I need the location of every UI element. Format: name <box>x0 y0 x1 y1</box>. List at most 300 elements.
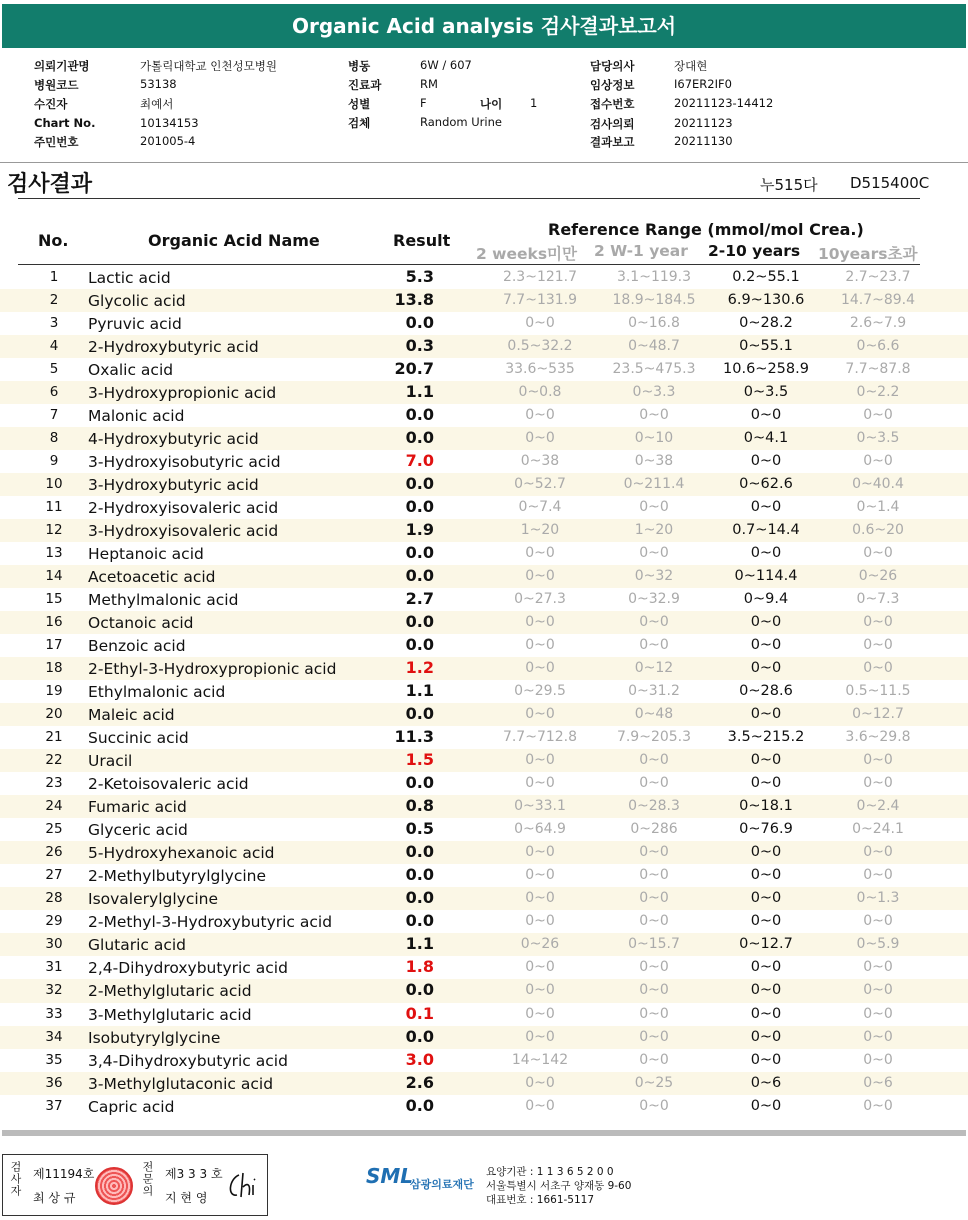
range-2w-1y: 0~0 <box>639 637 669 654</box>
range-10y-plus: 0~0 <box>863 660 893 677</box>
examiner-name: 최 상 규 <box>33 1191 76 1205</box>
info-label: 결과보고 <box>590 135 635 149</box>
range-10y-plus: 0~0 <box>863 453 893 470</box>
range-2w-1y: 0~0 <box>639 1005 669 1022</box>
range-2w-1y: 0~0 <box>639 545 669 562</box>
range-2weeks: 0~0.8 <box>518 384 562 401</box>
info-label: Chart No. <box>34 116 96 130</box>
result-value: 0.0 <box>405 911 434 931</box>
table-row <box>0 565 968 588</box>
divider <box>2 1130 966 1136</box>
range-2w-1y: 0~0 <box>639 844 669 861</box>
range-2weeks: 2.3~121.7 <box>502 269 578 285</box>
table-row <box>0 358 968 381</box>
report-title: Organic Acid analysis 검사결과보고서 <box>2 4 966 48</box>
range-10y-plus: 0~24.1 <box>852 821 904 838</box>
row-number: 21 <box>45 729 63 746</box>
table-row <box>0 795 968 818</box>
range-10y-plus: 14.7~89.4 <box>840 292 916 309</box>
range-2-10y: 0~3.5 <box>743 384 789 401</box>
row-number: 3 <box>49 315 59 332</box>
table-row <box>0 381 968 404</box>
row-number: 23 <box>45 775 63 792</box>
table-row <box>0 1095 968 1118</box>
examiner-id: 제11194호 <box>33 1167 95 1181</box>
range-2-10y: 0~0 <box>750 913 782 930</box>
info-label: 임상정보 <box>590 78 635 92</box>
range-2weeks: 7.7~712.8 <box>502 729 578 746</box>
row-number: 26 <box>45 844 63 861</box>
range-2weeks: 0.5~32.2 <box>507 338 573 355</box>
row-number: 27 <box>45 867 63 884</box>
range-2w-1y: 0~31.2 <box>628 683 680 700</box>
table-row <box>0 841 968 864</box>
row-number: 29 <box>45 913 63 930</box>
row-number: 35 <box>45 1051 63 1068</box>
acid-name: Isobutyrylglycine <box>88 1028 221 1047</box>
acid-name: 2-Methyl-3-Hydroxybutyric acid <box>88 913 333 932</box>
range-10y-plus: 0~0 <box>863 1097 893 1114</box>
range-10y-plus: 0~26 <box>858 568 898 585</box>
range-10y-plus: 0~2.4 <box>856 798 900 815</box>
range-2-10y: 0~55.1 <box>739 338 793 355</box>
acid-name: Lactic acid <box>88 269 171 287</box>
range-2w-1y: 0~211.4 <box>623 476 685 493</box>
range-2-10y: 0~0 <box>750 1051 782 1068</box>
table-row <box>0 703 968 726</box>
range-2-10y: 0~0 <box>750 1028 782 1045</box>
range-10y-plus: 0~40.4 <box>852 476 904 493</box>
table-row <box>0 1003 968 1026</box>
table-row <box>0 818 968 841</box>
range-2w-1y: 0~0 <box>639 982 669 999</box>
specialist-id: 제3 3 3 호 <box>165 1167 223 1181</box>
info-value: 53138 <box>140 77 177 91</box>
info-label: 접수번호 <box>590 97 635 111</box>
range-2weeks: 0~38 <box>520 453 560 470</box>
range-2-10y: 0~18.1 <box>739 798 793 815</box>
divider <box>18 198 920 199</box>
range-2-10y: 0~0 <box>750 614 782 631</box>
range-2weeks: 0~0 <box>525 844 555 861</box>
range-2w-1y: 0~16.8 <box>628 315 680 332</box>
acid-name: Fumaric acid <box>88 798 187 817</box>
result-value: 13.8 <box>394 290 434 310</box>
range-10y-plus: 0~6 <box>863 1074 893 1091</box>
result-value: 5.3 <box>405 267 434 286</box>
org-line: 요양기관 : 1 1 3 6 5 2 0 0 <box>486 1166 614 1178</box>
specialist-label: 전문의 <box>141 1161 154 1197</box>
info-value: 가톨릭대학교 인천성모병원 <box>140 59 277 73</box>
range-2-10y: 0~0 <box>750 775 782 792</box>
signature-icon <box>225 1169 265 1203</box>
acid-name: 2-Hydroxybutyric acid <box>88 338 259 357</box>
result-value: 1.1 <box>405 382 434 402</box>
range-2weeks: 0~0 <box>525 913 555 930</box>
row-number: 24 <box>45 798 63 815</box>
range-2-10y: 0~0 <box>750 1005 782 1022</box>
range-2-10y: 0.2~55.1 <box>732 269 800 285</box>
row-number: 17 <box>45 637 63 654</box>
range-10y-plus: 3.6~29.8 <box>845 729 911 746</box>
range-10y-plus: 2.7~23.7 <box>845 269 911 285</box>
range-2-10y: 0~0 <box>750 752 782 769</box>
divider <box>0 162 968 163</box>
acid-name: Pyruvic acid <box>88 315 182 334</box>
acid-name: 3-Hydroxyisobutyric acid <box>88 453 281 472</box>
range-2weeks: 0~0 <box>525 1005 555 1022</box>
range-2weeks: 0~0 <box>525 407 555 424</box>
org-line: 대표번호 : 1661-5117 <box>486 1194 595 1206</box>
range-2w-1y: 0~0 <box>639 959 669 976</box>
range-2-10y: 0~114.4 <box>734 568 798 585</box>
acid-name: 5-Hydroxyhexanoic acid <box>88 844 275 863</box>
header-result: Result <box>393 231 451 250</box>
range-10y-plus: 0~0 <box>863 775 893 792</box>
range-2w-1y: 0~48 <box>634 706 674 723</box>
range-2w-1y: 0~0 <box>639 1028 669 1045</box>
range-2weeks: 0~0 <box>525 890 555 907</box>
header-name: Organic Acid Name <box>148 231 320 250</box>
range-2w-1y: 0~0 <box>639 913 669 930</box>
result-value: 0.8 <box>405 796 434 816</box>
result-value: 1.9 <box>405 520 434 540</box>
result-value: 0.0 <box>405 313 434 333</box>
row-number: 6 <box>49 384 59 401</box>
range-2-10y: 0~0 <box>750 453 782 470</box>
table-row <box>0 657 968 680</box>
info-label: 성별 <box>348 97 371 111</box>
table-row <box>0 979 968 1002</box>
table-row <box>0 450 968 473</box>
range-10y-plus: 0~0 <box>863 614 893 631</box>
acid-name: Benzoic acid <box>88 637 186 656</box>
row-number: 19 <box>45 683 63 700</box>
table-row <box>0 542 968 565</box>
range-2weeks: 0~27.3 <box>514 591 566 608</box>
result-value: 0.5 <box>405 819 434 839</box>
result-value: 1.5 <box>405 750 434 770</box>
range-10y-plus: 0~0 <box>863 1028 893 1045</box>
result-value: 0.1 <box>405 1003 434 1023</box>
acid-name: Oxalic acid <box>88 361 174 380</box>
range-2-10y: 0~0 <box>750 1097 782 1114</box>
info-value: RM <box>420 77 438 91</box>
acid-name: Methylmalonic acid <box>88 591 239 610</box>
header-no: No. <box>38 231 69 250</box>
acid-name: Isovalerylglycine <box>88 890 219 909</box>
org-name: 삼광의료재단 <box>410 1178 474 1191</box>
row-number: 9 <box>49 453 59 470</box>
table-row <box>0 519 968 542</box>
result-value: 0.0 <box>405 612 434 632</box>
acid-name: Heptanoic acid <box>88 545 204 564</box>
range-2w-1y: 0~38 <box>634 453 674 470</box>
range-10y-plus: 0~0 <box>863 407 893 424</box>
range-2weeks: 0~0 <box>525 1097 555 1114</box>
range-2-10y: 0~0 <box>750 545 782 562</box>
result-value: 0.0 <box>405 497 434 517</box>
range-2weeks: 0~0 <box>525 315 555 332</box>
info-value: 10134153 <box>140 116 199 130</box>
range-10y-plus: 0~2.2 <box>856 384 900 401</box>
range-2w-1y: 0~3.3 <box>632 384 676 401</box>
row-number: 11 <box>45 499 63 516</box>
range-10y-plus: 0.6~20 <box>852 522 904 539</box>
range-10y-plus: 0~3.5 <box>856 430 900 447</box>
row-number: 7 <box>49 407 59 424</box>
header-range: 2 weeks미만 <box>476 245 578 263</box>
result-value: 1.1 <box>405 681 434 701</box>
result-value: 2.7 <box>405 589 434 609</box>
acid-name: Octanoic acid <box>88 614 194 633</box>
info-value: 20211123 <box>674 116 733 130</box>
row-number: 12 <box>45 522 63 539</box>
acid-name: Glyceric acid <box>88 821 188 840</box>
range-2weeks: 0~0 <box>525 1028 555 1045</box>
range-2weeks: 0~0 <box>525 867 555 884</box>
row-number: 34 <box>45 1028 63 1045</box>
range-10y-plus: 0~0 <box>863 913 893 930</box>
range-2w-1y: 0~48.7 <box>628 338 680 355</box>
table-row <box>0 289 968 312</box>
range-2weeks: 0~7.4 <box>518 499 562 516</box>
range-2w-1y: 0~286 <box>630 821 678 838</box>
range-2weeks: 1~20 <box>520 522 560 539</box>
range-2weeks: 7.7~131.9 <box>502 292 578 309</box>
result-value: 1.1 <box>405 934 434 954</box>
info-label: 수진자 <box>34 97 68 111</box>
table-row <box>0 404 968 427</box>
row-number: 20 <box>45 706 63 723</box>
range-2-10y: 0~12.7 <box>739 936 793 953</box>
range-2w-1y: 23.5~475.3 <box>612 361 696 378</box>
range-10y-plus: 7.7~87.8 <box>845 361 911 378</box>
table-row <box>0 335 968 358</box>
table-row <box>0 956 968 979</box>
range-10y-plus: 0~0 <box>863 1005 893 1022</box>
info-value: 1 <box>530 96 538 110</box>
acid-name: 2-Ethyl-3-Hydroxypropionic acid <box>88 660 337 679</box>
row-number: 14 <box>45 568 63 585</box>
acid-name: 2,4-Dihydroxybutyric acid <box>88 959 288 978</box>
range-2-10y: 0~0 <box>750 706 782 723</box>
table-row <box>0 680 968 703</box>
specialist-name: 지 현 영 <box>165 1191 208 1205</box>
range-2-10y: 0~0 <box>750 959 782 976</box>
acid-name: 3-Hydroxypropionic acid <box>88 384 277 403</box>
row-number: 15 <box>45 591 63 608</box>
footer <box>0 1154 968 1220</box>
range-2-10y: 0~0 <box>750 637 782 654</box>
info-label: 진료과 <box>348 78 382 92</box>
info-label: 병동 <box>348 59 371 73</box>
result-value: 0.0 <box>405 428 434 448</box>
result-value: 1.2 <box>405 658 434 678</box>
org-line: 서울특별시 서초구 양재동 9-60 <box>486 1180 632 1192</box>
range-10y-plus: 0~1.4 <box>856 499 900 516</box>
acid-name: 2-Ketoisovaleric acid <box>88 775 249 794</box>
info-value: F <box>420 96 427 110</box>
range-2w-1y: 0~0 <box>639 867 669 884</box>
range-2-10y: 0~0 <box>750 407 782 424</box>
result-value: 0.0 <box>405 543 434 563</box>
acid-name: 3-Hydroxyisovaleric acid <box>88 522 279 541</box>
result-value: 0.0 <box>405 405 434 425</box>
acid-name: 3-Methylglutaconic acid <box>88 1074 274 1093</box>
range-2-10y: 0~0 <box>750 982 782 999</box>
range-2weeks: 0~0 <box>525 545 555 562</box>
result-value: 20.7 <box>394 359 434 379</box>
info-value: 20211123-14412 <box>674 96 774 110</box>
range-2weeks: 0~33.1 <box>514 798 566 815</box>
result-value: 0.0 <box>405 635 434 655</box>
range-2w-1y: 0~10 <box>634 430 674 447</box>
info-value: Random Urine <box>420 115 502 129</box>
row-number: 37 <box>45 1097 63 1114</box>
row-number: 10 <box>45 476 63 493</box>
range-10y-plus: 0~6.6 <box>856 338 900 355</box>
acid-name: Uracil <box>88 752 133 771</box>
range-2-10y: 0~0 <box>750 499 782 516</box>
table-row <box>0 1026 968 1049</box>
range-10y-plus: 0~0 <box>863 867 893 884</box>
result-value: 0.0 <box>405 474 434 494</box>
table-row <box>0 749 968 772</box>
range-2weeks: 0~52.7 <box>514 476 566 493</box>
row-number: 32 <box>45 982 63 999</box>
range-2weeks: 0~0 <box>525 1074 555 1091</box>
table-row <box>0 864 968 887</box>
range-10y-plus: 0~0 <box>863 545 893 562</box>
range-10y-plus: 0~0 <box>863 982 893 999</box>
range-10y-plus: 0~1.3 <box>856 890 900 907</box>
row-number: 4 <box>49 338 59 355</box>
table-row <box>0 611 968 634</box>
range-10y-plus: 0~0 <box>863 959 893 976</box>
range-2weeks: 0~0 <box>525 752 555 769</box>
acid-name: 2-Methylglutaric acid <box>88 982 252 1001</box>
result-value: 0.0 <box>405 704 434 724</box>
range-2weeks: 0~29.5 <box>514 683 566 700</box>
divider <box>18 264 920 265</box>
header-range: 2-10 years <box>708 242 801 260</box>
range-2w-1y: 1~20 <box>634 522 674 539</box>
table-row <box>0 772 968 795</box>
result-value: 2.6 <box>405 1072 434 1092</box>
table-row <box>0 496 968 519</box>
range-2w-1y: 0~0 <box>639 752 669 769</box>
table-row <box>0 1049 968 1072</box>
info-label: 검체 <box>348 116 371 130</box>
acid-name: Acetoacetic acid <box>88 568 216 587</box>
info-label: 의뢰기관명 <box>34 59 90 73</box>
range-2w-1y: 7.9~205.3 <box>616 729 692 746</box>
range-2weeks: 0~0 <box>525 568 555 585</box>
info-label: 나이 <box>480 97 503 111</box>
range-2w-1y: 0~32.9 <box>628 591 680 608</box>
row-number: 36 <box>45 1074 63 1091</box>
result-value: 0.0 <box>405 888 434 908</box>
acid-name: Glutaric acid <box>88 936 187 955</box>
row-number: 18 <box>45 660 63 677</box>
row-number: 31 <box>45 959 63 976</box>
table-row <box>0 887 968 910</box>
range-10y-plus: 0~0 <box>863 637 893 654</box>
range-2-10y: 0~6 <box>750 1074 782 1091</box>
acid-name: Glycolic acid <box>88 292 186 311</box>
range-10y-plus: 0~0 <box>863 752 893 769</box>
range-2w-1y: 0~0 <box>639 407 669 424</box>
range-2-10y: 3.5~215.2 <box>727 729 805 746</box>
result-value: 1.8 <box>405 957 434 977</box>
acid-name: Ethylmalonic acid <box>88 683 226 702</box>
range-2-10y: 0~0 <box>750 890 782 907</box>
table-row <box>0 726 968 749</box>
range-2weeks: 0~64.9 <box>514 821 566 838</box>
row-number: 13 <box>45 545 63 562</box>
range-2weeks: 14~142 <box>511 1051 569 1068</box>
range-10y-plus: 0~0 <box>863 1051 893 1068</box>
row-number: 28 <box>45 890 63 907</box>
header-range: 10years초과 <box>818 245 918 263</box>
table-row <box>0 473 968 496</box>
info-label: 검사의뢰 <box>590 117 635 131</box>
result-value: 0.0 <box>405 842 434 862</box>
range-2w-1y: 0~28.3 <box>628 798 680 815</box>
range-2weeks: 0~0 <box>525 982 555 999</box>
patient-info <box>0 54 968 154</box>
result-value: 0.0 <box>405 773 434 793</box>
acid-name: Capric acid <box>88 1097 175 1116</box>
report-code: 누515다 <box>760 176 818 194</box>
info-value: I67ER2IF0 <box>674 77 732 91</box>
acid-name: Malonic acid <box>88 407 185 426</box>
range-10y-plus: 0~12.7 <box>852 706 904 723</box>
range-2-10y: 0~9.4 <box>743 591 789 608</box>
range-2w-1y: 0~0 <box>639 499 669 516</box>
range-10y-plus: 0.5~11.5 <box>845 683 911 700</box>
range-2w-1y: 0~0 <box>639 1051 669 1068</box>
range-2w-1y: 0~0 <box>639 775 669 792</box>
table-row <box>0 427 968 450</box>
acid-name: 2-Hydroxyisovaleric acid <box>88 499 279 518</box>
range-2w-1y: 0~0 <box>639 1097 669 1114</box>
result-value: 0.0 <box>405 566 434 586</box>
table-row <box>0 588 968 611</box>
report-code: D515400C <box>850 174 930 192</box>
range-10y-plus: 0~0 <box>863 844 893 861</box>
acid-name: 4-Hydroxybutyric acid <box>88 430 259 449</box>
result-value: 7.0 <box>405 451 434 471</box>
info-value: 6W / 607 <box>420 58 472 72</box>
info-value: 최예서 <box>140 97 174 111</box>
row-number: 22 <box>45 752 63 769</box>
range-2-10y: 0~4.1 <box>743 430 789 447</box>
row-number: 30 <box>45 936 63 953</box>
range-2weeks: 0~26 <box>520 936 560 953</box>
range-2-10y: 0~0 <box>750 867 782 884</box>
header-reference: Reference Range (mmol/mol Crea.) <box>548 220 864 239</box>
info-value: 201005-4 <box>140 134 196 148</box>
table-row <box>0 266 968 289</box>
range-2weeks: 0~0 <box>525 614 555 631</box>
section-title: 검사결과 <box>7 172 93 197</box>
result-value: 0.0 <box>405 1026 434 1046</box>
range-2w-1y: 0~15.7 <box>628 936 680 953</box>
range-2-10y: 0~28.6 <box>739 683 793 700</box>
range-2weeks: 0~0 <box>525 959 555 976</box>
